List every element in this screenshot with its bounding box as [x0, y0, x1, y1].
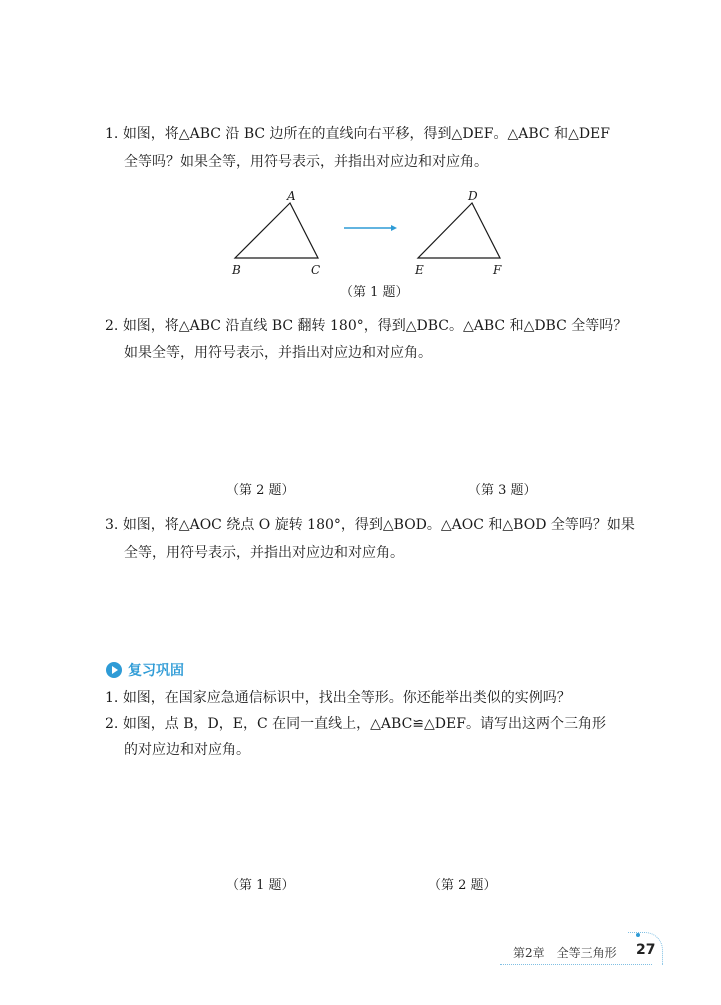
review-section-header	[106, 660, 184, 680]
problem-2-text-1: 如图，将△ABC 沿直线 BC 翻转 180°，得到△DBC。△ABC 和△DBC 全等吗？	[122, 318, 628, 334]
problem-2-caption: （第 2 题）	[226, 483, 295, 498]
review-item-1-number: 1.	[105, 690, 119, 706]
problem-3-text-1: 如图，将△AOC 绕点 O 旋转 180°，得到△BOD。△AOC 和△BOD 全等吗？如果	[122, 517, 635, 533]
page-number: 27	[636, 942, 656, 958]
vertex-label-e: E	[415, 263, 424, 277]
translation-arrowhead	[391, 225, 397, 231]
review-item-1-text: 如图，在国家应急通信标识中，找出全等形。你还能举出类似的实例吗？	[122, 690, 571, 706]
figure-1-triangles	[225, 186, 515, 281]
problem-1-text-2: 全等吗？如果全等，用符号表示，并指出对应边和对应角。	[124, 154, 488, 170]
triangle-def	[418, 203, 500, 258]
problem-3-caption: （第 3 题）	[468, 483, 537, 498]
problem-1-text-1: 如图，将△ABC 沿 BC 边所在的直线向右平移，得到△DEF。△ABC 和△DEF	[122, 126, 610, 142]
review-section-title: 复习巩固	[128, 663, 184, 679]
review-item-2-text-2: 的对应边和对应角。	[124, 742, 250, 758]
review-1-caption: （第 1 题）	[226, 878, 295, 893]
problem-1-line-1	[105, 124, 610, 144]
play-icon	[106, 662, 122, 678]
review-item-2-line-1	[105, 714, 606, 734]
figure-1-caption: （第 1 题）	[340, 285, 409, 300]
problem-1-number: 1.	[105, 126, 119, 142]
problem-2-line-1	[105, 316, 627, 336]
vertex-label-f: F	[493, 263, 502, 277]
vertex-label-b: B	[232, 263, 241, 277]
footer-decoration-dot	[636, 933, 640, 937]
problem-2-number: 2.	[105, 318, 119, 334]
review-item-2-number: 2.	[105, 716, 119, 732]
vertex-label-a: A	[287, 189, 296, 203]
triangle-abc	[235, 203, 318, 258]
review-item-1	[105, 688, 571, 708]
footer-rule	[500, 964, 652, 965]
problem-3-line-1	[105, 515, 635, 535]
problem-3-number: 3.	[105, 517, 119, 533]
problem-2-text-2: 如果全等，用符号表示，并指出对应边和对应角。	[124, 345, 432, 361]
footer-chapter: 第2章 全等三角形	[513, 946, 617, 960]
vertex-label-d: D	[468, 189, 478, 203]
review-2-caption: （第 2 题）	[428, 878, 497, 893]
vertex-label-c: C	[311, 263, 321, 277]
problem-3-text-2: 全等，用符号表示，并指出对应边和对应角。	[124, 545, 404, 561]
review-item-2-text-1: 如图，点 B，D，E，C 在同一直线上，△ABC≌△DEF。请写出这两个三角形	[122, 716, 606, 732]
